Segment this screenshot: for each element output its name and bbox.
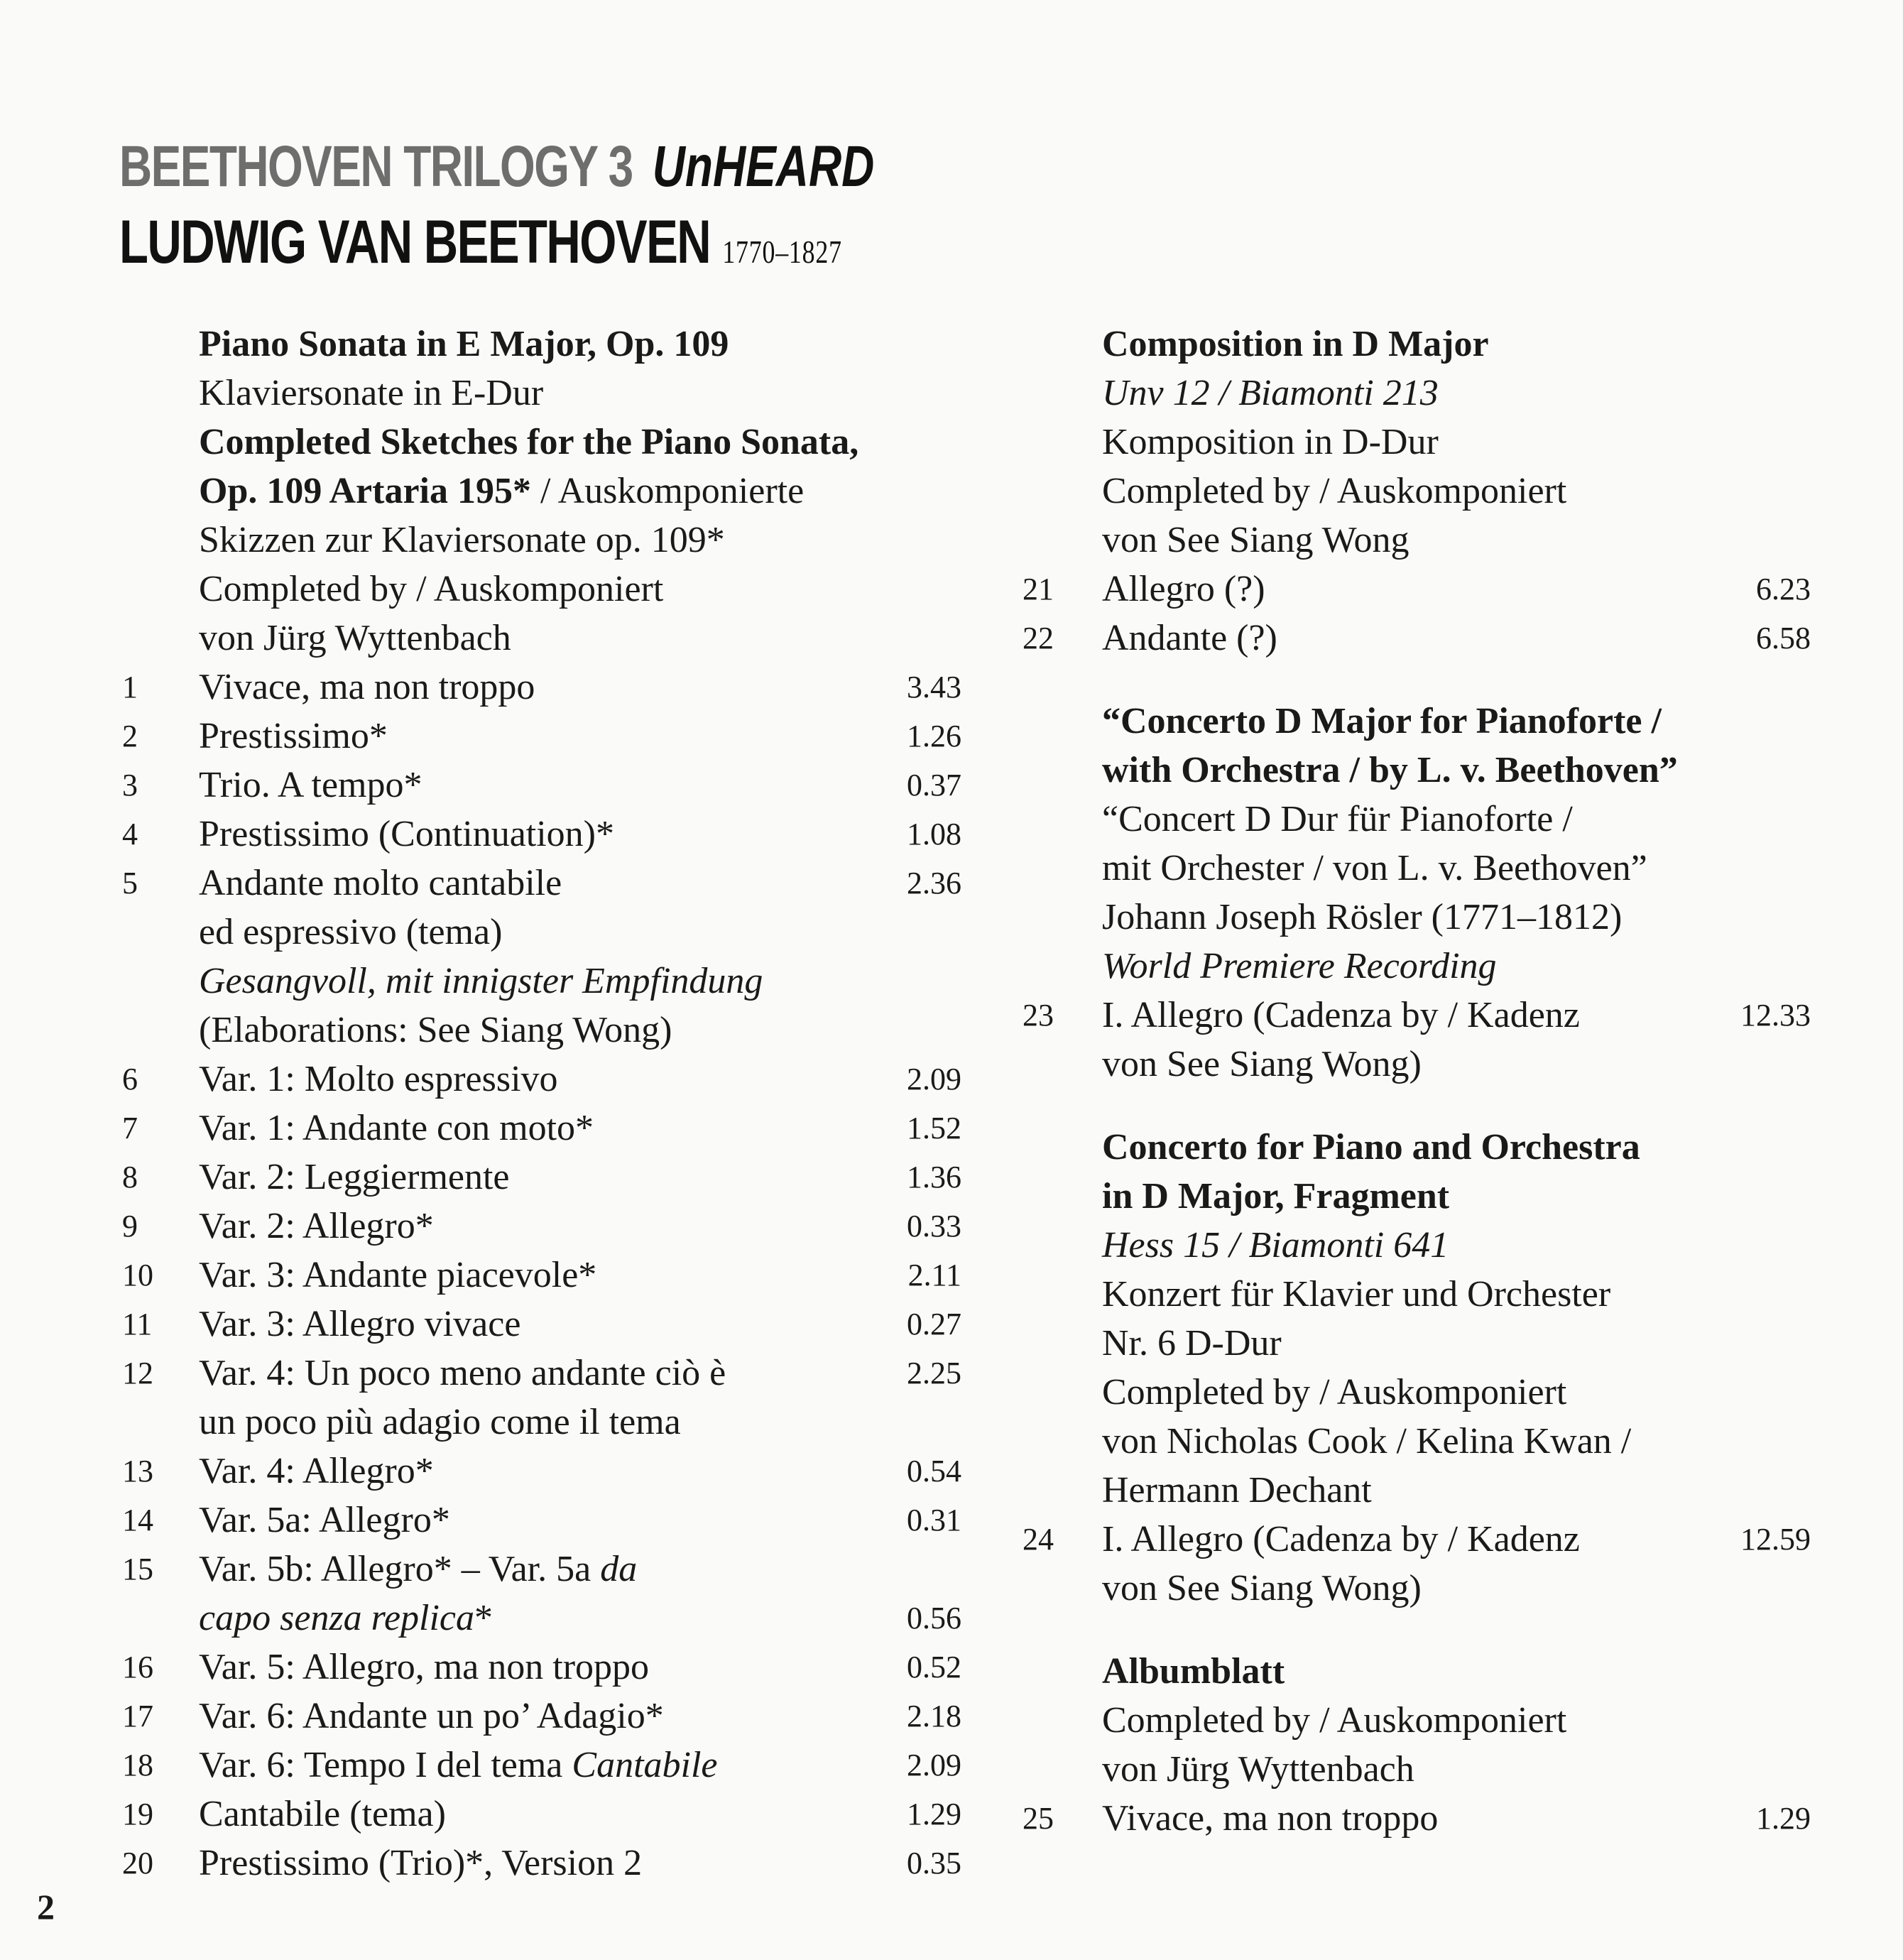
track-title: Var. 3: Andante piacevole* xyxy=(199,1255,597,1295)
work-text-line xyxy=(1023,1417,1811,1466)
track-number: 21 xyxy=(1023,572,1054,606)
work-text-line xyxy=(1023,1123,1811,1172)
track-title: Var. 5: Allegro, ma non troppo xyxy=(199,1647,650,1687)
track-number: 25 xyxy=(1023,1801,1054,1836)
track-row xyxy=(122,1153,960,1202)
track-number: 6 xyxy=(122,1062,138,1096)
work-block xyxy=(1023,697,1811,1089)
work-text: Completed by / Auskomponiert xyxy=(1102,471,1567,511)
work-text-line xyxy=(1023,1745,1811,1794)
track-row xyxy=(122,859,960,908)
track-row xyxy=(122,1300,960,1349)
track-title: Prestissimo* xyxy=(199,716,388,756)
work-text: with Orchestra / by L. v. Beethoven” xyxy=(1102,750,1678,790)
work-text-line xyxy=(122,614,960,663)
track-row xyxy=(122,1741,960,1790)
track-number: 2 xyxy=(122,719,138,753)
track-row xyxy=(122,810,960,859)
track-duration: 3.43 xyxy=(907,670,961,704)
track-number: 18 xyxy=(122,1748,153,1782)
work-block xyxy=(1023,1647,1811,1843)
track-title: Andante (?) xyxy=(1102,618,1277,658)
track-number: 1 xyxy=(122,670,138,704)
track-duration: 0.27 xyxy=(907,1307,961,1341)
text-segment: Op. 109 Artaria 195* xyxy=(199,471,540,511)
work-text-line xyxy=(1023,467,1811,516)
work-text-line xyxy=(1023,795,1811,844)
work-text: Konzert für Klavier und Orchester xyxy=(1102,1274,1611,1314)
track-duration: 1.29 xyxy=(907,1797,961,1831)
track-row xyxy=(1023,1794,1811,1843)
track-row xyxy=(122,1104,960,1153)
work-text: Komposition in D-Dur xyxy=(1102,422,1439,462)
work-text: Albumblatt xyxy=(1102,1651,1285,1692)
work-text: Nr. 6 D-Dur xyxy=(1102,1323,1282,1363)
track-duration: 0.54 xyxy=(907,1454,961,1488)
track-row xyxy=(122,1447,960,1496)
track-title: Var. 4: Un poco meno andante ciò è xyxy=(199,1353,726,1393)
work-text-line xyxy=(1023,1319,1811,1368)
track-row xyxy=(122,761,960,810)
album-series-title xyxy=(119,134,874,200)
work-text-line xyxy=(122,1398,960,1447)
track-title: Prestissimo (Continuation)* xyxy=(199,814,614,854)
track-row xyxy=(122,663,960,712)
album-name: UnHEARD xyxy=(652,134,875,199)
track-duration: 12.33 xyxy=(1740,998,1811,1033)
track-number: 15 xyxy=(122,1552,153,1586)
track-row xyxy=(122,1496,960,1545)
work-text: Klaviersonate in E-Dur xyxy=(199,373,544,413)
track-row xyxy=(122,712,960,761)
work-text: Unv 12 / Biamonti 213 xyxy=(1102,373,1439,413)
track-row xyxy=(1023,991,1811,1040)
tracklist-right-column xyxy=(1023,320,1811,1877)
track-number: 16 xyxy=(122,1650,153,1684)
work-text-line xyxy=(1023,369,1811,418)
work-text-line xyxy=(122,908,960,957)
work-text: (Elaborations: See Siang Wong) xyxy=(199,1010,672,1050)
track-title: I. Allegro (Cadenza by / Kadenz xyxy=(1102,1519,1580,1559)
track-title: Var. 5a: Allegro* xyxy=(199,1500,450,1540)
track-row xyxy=(122,1055,960,1104)
track-duration: 0.33 xyxy=(907,1209,961,1243)
track-duration: 2.09 xyxy=(907,1062,961,1096)
work-text: mit Orchester / von L. v. Beethoven” xyxy=(1102,848,1647,888)
track-row xyxy=(122,1790,960,1839)
track-number: 24 xyxy=(1023,1522,1054,1557)
work-text: von See Siang Wong) xyxy=(1102,1044,1422,1084)
track-row xyxy=(122,1251,960,1300)
track-number: 23 xyxy=(1023,998,1054,1033)
track-title: Prestissimo (Trio)*, Version 2 xyxy=(199,1843,643,1883)
track-duration: 12.59 xyxy=(1740,1522,1811,1557)
work-text-line xyxy=(122,467,960,516)
work-block xyxy=(1023,320,1811,663)
work-text: “Concert D Dur für Pianoforte / xyxy=(1102,799,1573,839)
work-text-line xyxy=(1023,516,1811,565)
composer-heading xyxy=(119,207,842,278)
track-title: Var. 2: Allegro* xyxy=(199,1206,434,1246)
track-number: 11 xyxy=(122,1307,153,1341)
track-duration: 2.09 xyxy=(907,1748,961,1782)
track-row xyxy=(122,1643,960,1692)
work-text-line xyxy=(122,1594,960,1643)
work-text-line xyxy=(122,516,960,565)
track-title: Trio. A tempo* xyxy=(199,765,422,805)
track-duration: 6.58 xyxy=(1756,621,1811,655)
track-row xyxy=(122,1839,960,1888)
track-duration: 1.52 xyxy=(907,1111,961,1145)
text-segment: / Auskomponierte xyxy=(540,471,805,511)
work-text: Completed by / Auskomponiert xyxy=(1102,1700,1567,1741)
text-segment: Cantabile xyxy=(572,1745,718,1785)
track-duration: 2.36 xyxy=(907,866,961,900)
track-row xyxy=(122,1692,960,1741)
work-text-line xyxy=(1023,942,1811,991)
track-number: 19 xyxy=(122,1797,153,1831)
work-text-line xyxy=(1023,746,1811,795)
track-number: 17 xyxy=(122,1699,153,1733)
track-duration: 0.52 xyxy=(907,1650,961,1684)
track-row xyxy=(122,1545,960,1594)
work-text: von Jürg Wyttenbach xyxy=(1102,1749,1414,1790)
work-text-line xyxy=(1023,697,1811,746)
track-duration: 0.56 xyxy=(907,1601,961,1635)
work-text: un poco più adagio come il tema xyxy=(199,1402,681,1442)
track-number: 7 xyxy=(122,1111,138,1145)
track-title: Var. 1: Molto espressivo xyxy=(199,1059,558,1099)
work-text-line xyxy=(1023,320,1811,369)
work-text-line xyxy=(122,1006,960,1055)
track-duration: 1.26 xyxy=(907,719,961,753)
work-text: Gesangvoll, mit innigster Empfindung xyxy=(199,961,763,1001)
track-title: Vivace, ma non troppo xyxy=(1102,1798,1439,1839)
work-text: von Nicholas Cook / Kelina Kwan / xyxy=(1102,1421,1632,1461)
work-text-line xyxy=(122,565,960,614)
work-text: ed espressivo (tema) xyxy=(199,912,503,952)
track-title: I. Allegro (Cadenza by / Kadenz xyxy=(1102,995,1580,1035)
tracklist-left-column xyxy=(122,320,960,1922)
work-text-line xyxy=(1023,844,1811,893)
work-text-line xyxy=(1023,1270,1811,1319)
work-text: Skizzen zur Klaviersonate op. 109* xyxy=(199,520,725,560)
work-text: in D Major, Fragment xyxy=(1102,1176,1450,1216)
work-text-line xyxy=(1023,1221,1811,1270)
work-text-line xyxy=(1023,1368,1811,1417)
track-title: Vivace, ma non troppo xyxy=(199,667,535,707)
work-text: Completed by / Auskomponiert xyxy=(199,569,664,609)
track-row xyxy=(1023,614,1811,663)
work-text-line xyxy=(1023,1466,1811,1515)
work-text: von Jürg Wyttenbach xyxy=(199,618,511,658)
track-title: Allegro (?) xyxy=(1102,569,1265,609)
track-duration: 2.18 xyxy=(907,1699,961,1733)
track-number: 3 xyxy=(122,768,138,802)
work-block xyxy=(1023,1123,1811,1613)
work-text-line xyxy=(1023,1696,1811,1745)
work-text-line xyxy=(1023,1647,1811,1696)
text-segment: capo senza replica xyxy=(199,1598,474,1638)
text-segment: da xyxy=(600,1549,638,1589)
track-title: Andante molto cantabile xyxy=(199,863,562,903)
track-row xyxy=(1023,565,1811,614)
composer-name: LUDWIG VAN BEETHOVEN xyxy=(119,208,711,276)
work-text: Johann Joseph Rösler (1771–1812) xyxy=(1102,897,1623,937)
track-duration: 1.36 xyxy=(907,1160,961,1194)
track-duration: 2.25 xyxy=(907,1356,961,1390)
track-title: Var. 3: Allegro vivace xyxy=(199,1304,521,1344)
track-number: 14 xyxy=(122,1503,153,1537)
track-row xyxy=(122,1202,960,1251)
track-duration: 1.29 xyxy=(1756,1801,1811,1836)
work-text: Completed by / Auskomponiert xyxy=(1102,1372,1567,1412)
track-number: 5 xyxy=(122,866,138,900)
track-number: 4 xyxy=(122,817,138,851)
work-text-line xyxy=(122,320,960,369)
work-text: Piano Sonata in E Major, Op. 109 xyxy=(199,324,729,364)
track-number: 22 xyxy=(1023,621,1054,655)
track-duration: 0.37 xyxy=(907,768,961,802)
track-number: 12 xyxy=(122,1356,153,1390)
work-text-line xyxy=(1023,418,1811,467)
track-title: Var. 1: Andante con moto* xyxy=(199,1108,594,1148)
track-duration: 6.23 xyxy=(1756,572,1811,606)
work-text-line xyxy=(1023,1040,1811,1089)
track-title: Cantabile (tema) xyxy=(199,1794,446,1834)
work-text: Completed Sketches for the Piano Sonata, xyxy=(199,422,859,462)
track-number: 10 xyxy=(122,1258,153,1292)
work-text: “Concerto D Major for Pianoforte / xyxy=(1102,701,1662,741)
track-duration: 0.31 xyxy=(907,1503,961,1537)
work-text-line xyxy=(122,957,960,1006)
work-text: Concerto for Piano and Orchestra xyxy=(1102,1127,1640,1167)
track-number: 9 xyxy=(122,1209,138,1243)
work-block xyxy=(122,320,960,1888)
work-text: Hess 15 / Biamonti 641 xyxy=(1102,1225,1449,1265)
work-text-line xyxy=(1023,1172,1811,1221)
track-title: Var. 2: Leggiermente xyxy=(199,1157,510,1197)
work-text: Hermann Dechant xyxy=(1102,1470,1372,1510)
page-number: 2 xyxy=(37,1887,55,1927)
track-duration: 1.08 xyxy=(907,817,961,851)
text-segment: * xyxy=(474,1598,493,1638)
track-row xyxy=(1023,1515,1811,1564)
track-duration: 2.11 xyxy=(907,1258,961,1292)
track-title: Var. 4: Allegro* xyxy=(199,1451,434,1491)
work-text: von See Siang Wong) xyxy=(1102,1568,1422,1608)
work-text: von See Siang Wong xyxy=(1102,520,1409,560)
series-name: BEETHOVEN TRILOGY 3 xyxy=(119,134,633,199)
work-text-line xyxy=(122,369,960,418)
work-text-line xyxy=(1023,1564,1811,1613)
text-segment: Var. 5b: Allegro* – Var. 5a xyxy=(199,1549,601,1589)
work-text: Composition in D Major xyxy=(1102,324,1489,364)
track-number: 20 xyxy=(122,1846,153,1880)
track-number: 13 xyxy=(122,1454,153,1488)
work-text-line xyxy=(122,418,960,467)
work-text-line xyxy=(1023,893,1811,942)
track-title: Var. 6: Andante un po’ Adagio* xyxy=(199,1696,664,1736)
work-text: World Premiere Recording xyxy=(1102,946,1497,986)
composer-dates: 1770–1827 xyxy=(722,234,842,270)
track-number: 8 xyxy=(122,1160,138,1194)
track-row xyxy=(122,1349,960,1398)
track-duration: 0.35 xyxy=(907,1846,961,1880)
text-segment: Var. 6: Tempo I del tema xyxy=(199,1745,572,1785)
